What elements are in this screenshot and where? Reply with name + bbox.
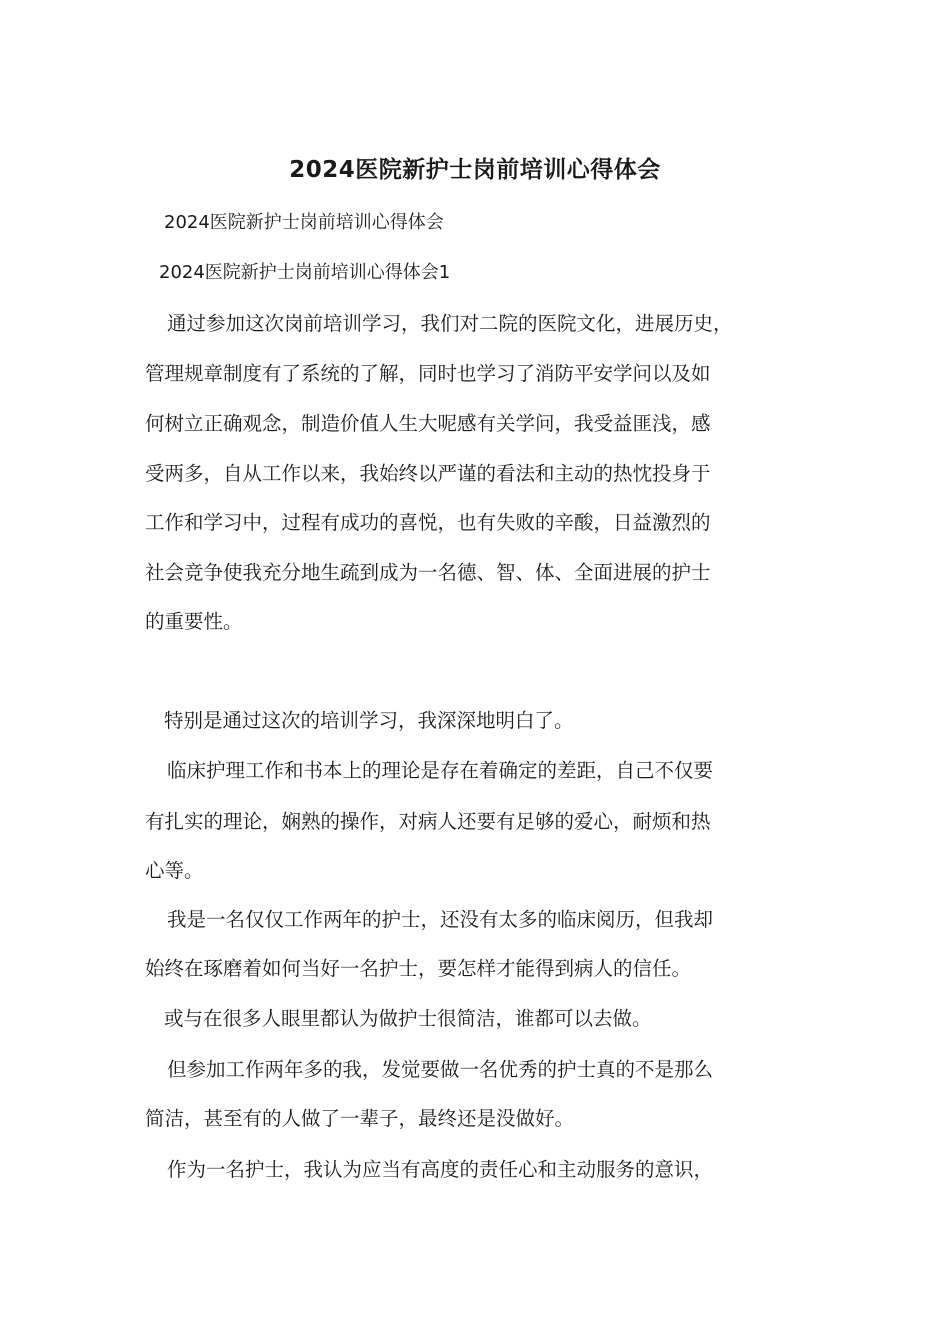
document-subtitle: 2024医院新护士岗前培训心得体会 — [164, 212, 444, 233]
paragraph-line: 通过参加这次岗前培训学习，我们对二院的医院文化，进展历史， — [167, 312, 733, 335]
paragraph-line: 心等。 — [145, 859, 204, 882]
paragraph-line: 始终在琢磨着如何当好一名护士，要怎样才能得到病人的信任。 — [145, 957, 692, 980]
paragraph-line: 但参加工作两年多的我，发觉要做一名优秀的护士真的不是那么 — [167, 1058, 714, 1081]
document-title: 2024医院新护士岗前培训心得体会 — [289, 157, 661, 183]
paragraph-line: 简洁，甚至有的人做了一辈子，最终还是没做好。 — [145, 1107, 575, 1130]
paragraph-line: 社会竞争使我充分地生疏到成为一名德、智、体、全面进展的护士 — [145, 561, 711, 584]
paragraph-line: 何树立正确观念，制造价值人生大呢感有关学问，我受益匪浅，感 — [145, 412, 711, 435]
paragraph-line: 受两多，自从工作以来，我始终以严谨的看法和主动的热忱投身于 — [145, 462, 711, 485]
paragraph-line: 作为一名护士，我认为应当有高度的责任心和主动服务的意识， — [167, 1158, 714, 1181]
paragraph-line: 的重要性。 — [145, 610, 243, 633]
paragraph-line: 工作和学习中，过程有成功的喜悦，也有失败的辛酸，日益激烈的 — [145, 511, 711, 534]
paragraph-line: 我是一名仅仅工作两年的护士，还没有太多的临床阅历，但我却 — [167, 908, 714, 931]
paragraph-line: 临床护理工作和书本上的理论是存在着确定的差距，自己不仅要 — [167, 759, 714, 782]
paragraph-line: 管理规章制度有了系统的了解，同时也学习了消防平安学问以及如 — [145, 362, 711, 385]
paragraph-line: 有扎实的理论，娴熟的操作，对病人还要有足够的爱心，耐烦和热 — [145, 810, 711, 833]
section-heading: 2024医院新护士岗前培训心得体会1 — [159, 262, 451, 283]
paragraph-line: 或与在很多人眼里都认为做护士很简洁，谁都可以去做。 — [164, 1007, 652, 1030]
paragraph-line: 特别是通过这次的培训学习，我深深地明白了。 — [164, 709, 574, 732]
